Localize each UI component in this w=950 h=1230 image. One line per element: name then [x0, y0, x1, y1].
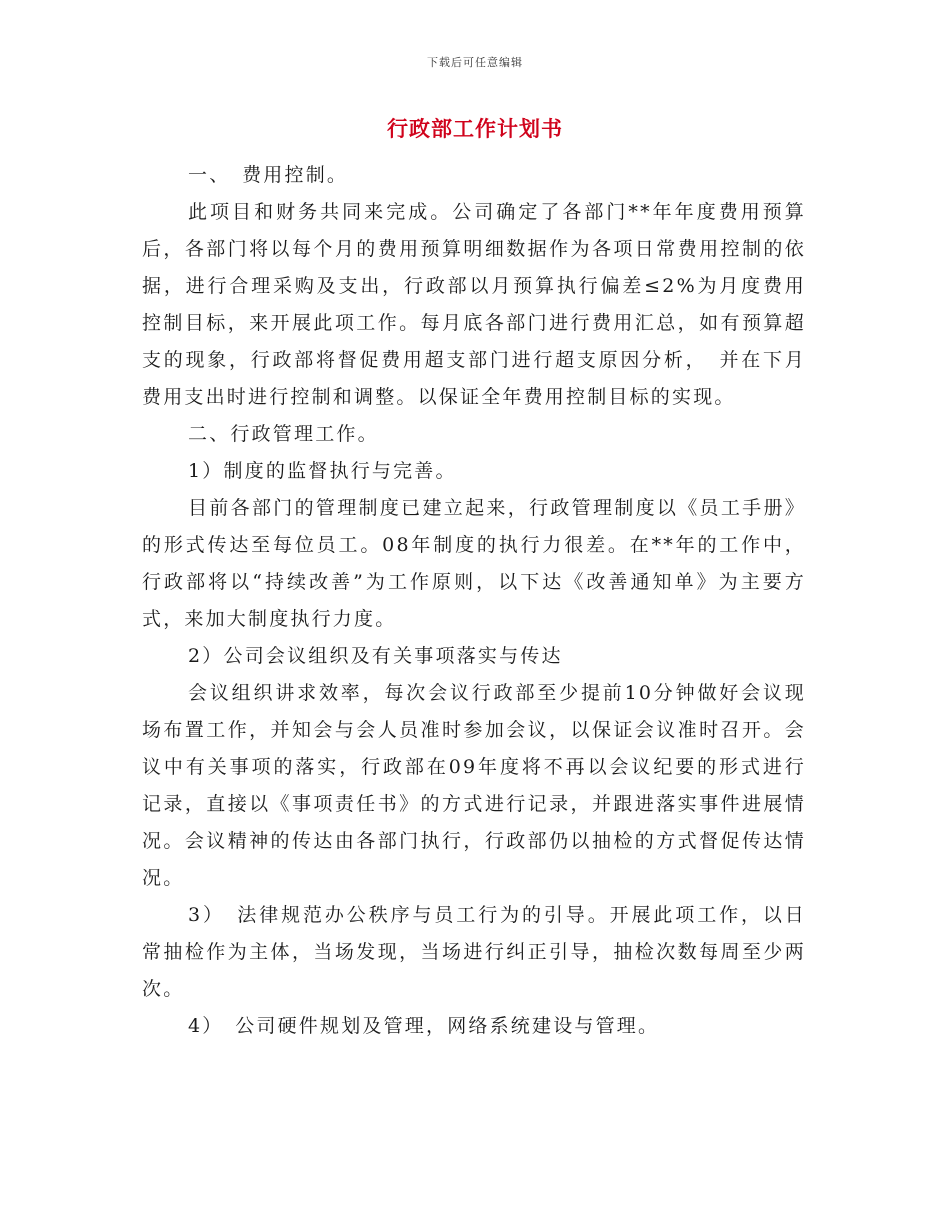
section-heading-admin-management: 二、行政管理工作。 — [188, 423, 379, 445]
paragraph-expense-control: 此项目和财务共同来完成。公司确定了各部门**年年度费用预算后，各部门将以每个月的费用预算明细数据作为各项日常费用控制的依据，进行合理采购及支出，行政部以月预算执行偏差≤2%为月度费用控制目标，来开展此项工作。每月底各部门进行费用汇总，如有预算超支的现象，行政部将督促费用超支部门进行超支原因分析， 并在下月费用支出时进行控制和调整。以保证全年费用控制目标的实现。 — [142, 201, 806, 408]
subheading-meeting-organization: 2）公司会议组织及有关事项落实与传达 — [188, 645, 563, 667]
document-title: 行政部工作计划书 — [387, 116, 563, 141]
paragraph-office-order: 3） 法律规范办公秩序与员工行为的引导。开展此项工作，以日常抽检作为主体，当场发现，当场进行纠正引导，抽检次数每周至少两次。 — [142, 904, 806, 1000]
paragraph-hardware-network: 4） 公司硬件规划及管理，网络系统建设与管理。 — [188, 1015, 660, 1037]
paragraph-system-supervision: 目前各部门的管理制度已建立起来，行政管理制度以《员工手册》的形式传达至每位员工。08年制度的执行力很差。在**年的工作中，行政部将以“持续改善”为工作原则，以下达《改善通知单》为主要方式，来加大制度执行力度。 — [142, 497, 806, 630]
section-heading-expense-control: 一、 费用控制。 — [188, 164, 349, 186]
subheading-system-supervision: 1）制度的监督执行与完善。 — [188, 460, 457, 482]
header-note: 下载后可任意编辑 — [427, 56, 523, 69]
document-body — [142, 157, 806, 1045]
paragraph-meeting-organization: 会议组织讲求效率，每次会议行政部至少提前10分钟做好会议现场布置工作，并知会与会人员准时参加会议，以保证会议准时召开。会议中有关事项的落实，行政部在09年度将不再以会议纪要的形式进行记录，直接以《事项责任书》的方式进行记录，并跟进落实事件进展情况。会议精神的传达由各部门执行，行政部仍以抽检的方式督促传达情况。 — [142, 682, 806, 889]
